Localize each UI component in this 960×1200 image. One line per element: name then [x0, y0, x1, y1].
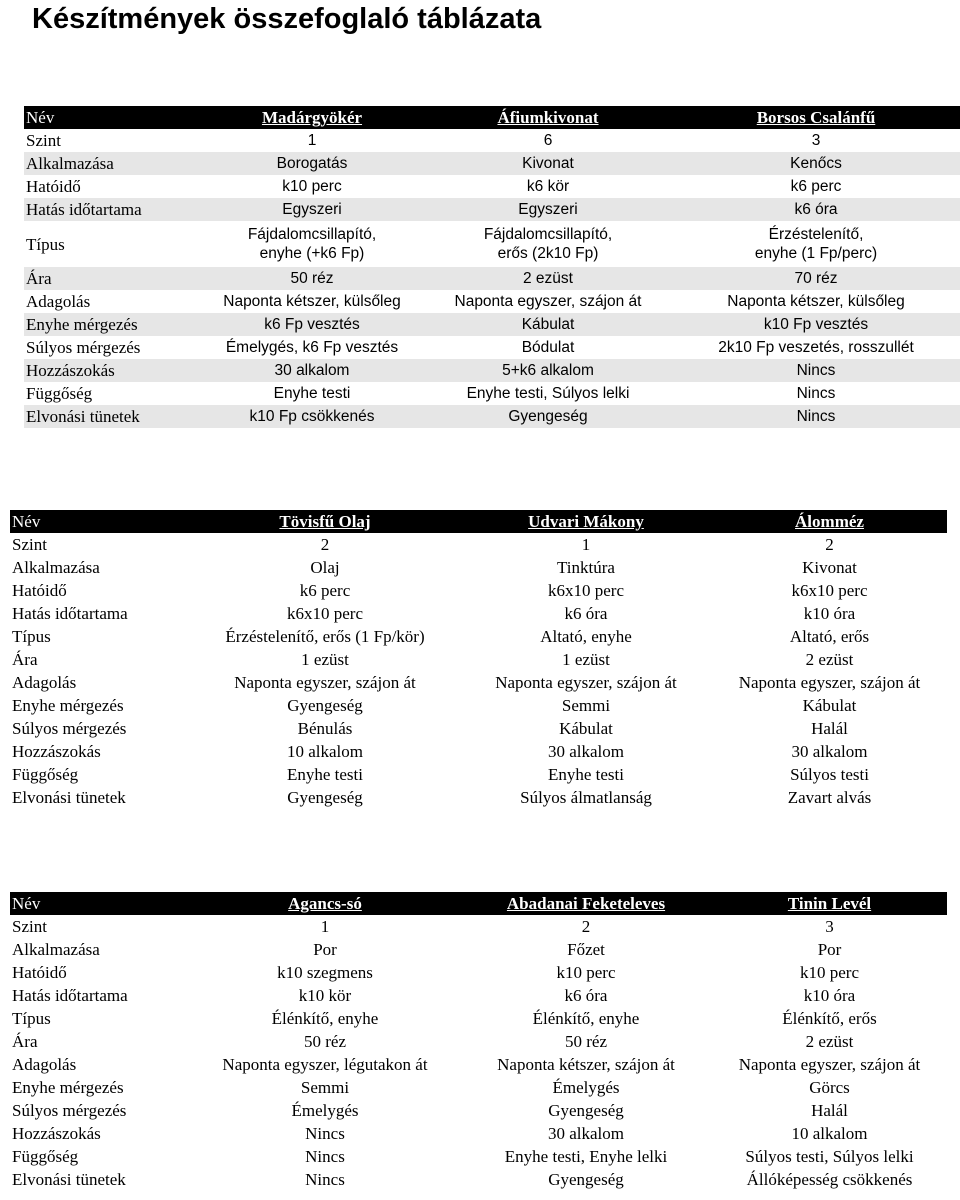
table-row	[24, 359, 960, 382]
cell-line: Fájdalomcsillapító,	[483, 226, 613, 243]
row-label: Hatóidő	[26, 177, 81, 196]
preparation-name: Tövisfű Olaj	[190, 510, 460, 533]
table-row	[24, 129, 960, 152]
table-cell: Naponta kétszer, külsőleg	[223, 293, 401, 310]
table-row	[10, 763, 947, 786]
table-cell: Tinktúra	[557, 558, 615, 577]
table-cell: 1	[581, 535, 591, 554]
table-cell: Por	[313, 940, 337, 959]
table-cell: Állóképesség csökkenés	[746, 1170, 913, 1189]
row-label: Enyhe mérgezés	[12, 696, 124, 715]
row-label: Enyhe mérgezés	[12, 1078, 124, 1097]
table-cell: Enyhe testi, Enyhe lelki	[504, 1147, 668, 1166]
table-cell: Altató, erős	[789, 627, 870, 646]
table-cell: 30 alkalom	[791, 742, 868, 761]
summary-table-2	[10, 510, 947, 809]
preparation-name: Madárgyökér	[194, 106, 430, 129]
table-cell: k10 Fp csökkenés	[194, 405, 430, 428]
table-cell: Enyhe testi	[286, 765, 363, 784]
table-row	[24, 382, 960, 405]
table-cell: Nincs	[666, 405, 960, 428]
table-cell: 10 alkalom	[791, 1124, 868, 1143]
row-label: Hozzászokás	[12, 1124, 101, 1143]
table-cell: 2 ezüst	[805, 1032, 854, 1051]
table-cell: Enyhe testi, Súlyos lelki	[466, 385, 630, 402]
table-cell: Súlyos testi, Súlyos lelki	[745, 1147, 914, 1166]
row-label: Hatóidő	[12, 963, 67, 982]
row-label: Függőség	[12, 765, 79, 784]
table-cell: Kábulat	[559, 719, 613, 738]
table-cell: Borogatás	[194, 152, 430, 175]
table-row	[10, 671, 947, 694]
table-cell: k6x10 perc	[286, 604, 363, 623]
cell-line: Érzéstelenítő,	[768, 226, 864, 243]
table-row	[10, 1053, 947, 1076]
row-label: Hatás időtartama	[12, 604, 128, 623]
row-label: Elvonási tünetek	[12, 1170, 126, 1189]
table-cell: Naponta egyszer, szájon át	[454, 293, 642, 310]
row-label: Enyhe mérgezés	[24, 313, 194, 336]
table-row	[24, 336, 960, 359]
table-cell: 5+k6 alkalom	[430, 359, 666, 382]
table-cell: 50 réz	[564, 1032, 607, 1051]
table-cell: Semmi	[300, 1078, 350, 1097]
page-title: Készítmények összefoglaló táblázata	[32, 3, 542, 35]
row-label: Szint	[26, 131, 61, 150]
table-cell: Naponta egyszer, szájon át	[738, 1055, 921, 1074]
table-cell: 1	[320, 917, 330, 936]
row-label: Adagolás	[12, 673, 77, 692]
table-cell: k6 óra	[666, 198, 960, 221]
table-row	[24, 267, 960, 290]
preparation-name: Tinin Levél	[712, 892, 947, 915]
table-cell: k10 Fp vesztés	[666, 313, 960, 336]
row-label: Név	[24, 106, 194, 129]
table-row	[10, 984, 947, 1007]
table-row	[10, 1122, 947, 1145]
row-label: Ára	[24, 267, 194, 290]
table-cell: k10 óra	[803, 986, 856, 1005]
table-cell: Élénkítő, enyhe	[532, 1009, 640, 1028]
row-label: Típus	[12, 1009, 51, 1028]
row-label: Ára	[12, 650, 38, 669]
table-row	[24, 290, 960, 313]
table-cell: k6 perc	[299, 581, 351, 600]
row-label: Típus	[12, 627, 51, 646]
table-cell: Naponta egyszer, szájon át	[234, 673, 416, 692]
table-row	[10, 533, 947, 556]
table-row	[10, 602, 947, 625]
table-row	[10, 740, 947, 763]
table-cell: Görcs	[809, 1078, 850, 1097]
row-label: Elvonási tünetek	[12, 788, 126, 807]
table-cell: Élénkítő, enyhe	[271, 1009, 379, 1028]
table-cell: Naponta egyszer, szájon át	[495, 673, 677, 692]
table-cell: Súlyos álmatlanság	[520, 788, 652, 807]
table-cell: 50 réz	[194, 267, 430, 290]
table-row	[24, 313, 960, 336]
cell-line: erős (2k10 Fp)	[497, 245, 599, 262]
row-label: Alkalmazása	[12, 558, 100, 577]
table-cell: k10 óra	[803, 604, 856, 623]
table-cell: Bódulat	[521, 339, 575, 356]
table-cell	[430, 221, 666, 267]
table-cell: 2	[825, 535, 834, 554]
table-row	[10, 1168, 947, 1191]
table-header-row	[10, 510, 947, 533]
table-row	[24, 221, 960, 267]
table-cell: Nincs	[305, 1170, 345, 1189]
cell-line: Fájdalomcsillapító,	[247, 226, 377, 243]
table-cell	[666, 221, 960, 267]
table-cell: Kenőcs	[666, 152, 960, 175]
row-label: Súlyos mérgezés	[12, 719, 127, 738]
row-label: Alkalmazása	[12, 940, 100, 959]
table-cell: k6 óra	[564, 986, 608, 1005]
table-cell: Altató, enyhe	[540, 627, 632, 646]
table-cell: Nincs	[796, 385, 836, 402]
table-cell: k6x10 perc	[547, 581, 624, 600]
table-cell: Émelygés	[291, 1101, 359, 1120]
table-cell: Bénulás	[297, 719, 353, 738]
table-cell: Olaj	[310, 558, 340, 577]
row-label: Súlyos mérgezés	[26, 338, 141, 357]
table-cell: k6 perc	[790, 178, 842, 195]
cell-line: enyhe (+k6 Fp)	[259, 245, 365, 262]
row-label: Név	[10, 892, 190, 915]
row-label: Hatás időtartama	[12, 986, 128, 1005]
table-cell: Nincs	[305, 1124, 345, 1143]
table-cell: Por	[817, 940, 842, 959]
table-cell: 30 alkalom	[194, 359, 430, 382]
table-cell: Gyengeség	[287, 696, 363, 715]
table-cell: 2 ezüst	[430, 267, 666, 290]
summary-table-3	[10, 892, 947, 1191]
table-cell: 6	[543, 132, 553, 149]
table-cell: 30 alkalom	[547, 742, 624, 761]
row-label: Szint	[12, 535, 47, 554]
table-cell: k6 Fp vesztés	[194, 313, 430, 336]
table-header-row	[10, 892, 947, 915]
row-label: Hatás időtartama	[24, 198, 194, 221]
table-cell: Gyengeség	[548, 1170, 624, 1189]
row-label: Hozzászokás	[24, 359, 194, 382]
preparation-name: Borsos Csalánfű	[666, 106, 960, 129]
table-row	[10, 1145, 947, 1168]
table-cell: 2 ezüst	[805, 650, 854, 669]
table-cell: Kivonat	[802, 558, 857, 577]
preparation-name: Agancs-só	[190, 892, 460, 915]
table-row	[10, 786, 947, 809]
table-cell: 2	[320, 535, 330, 554]
row-label: Alkalmazása	[24, 152, 194, 175]
preparation-name: Álomméz	[712, 510, 947, 533]
table-row	[10, 694, 947, 717]
row-label: Függőség	[26, 384, 93, 403]
table-row	[10, 1099, 947, 1122]
table-cell: Zavart alvás	[787, 788, 872, 807]
table-cell: Nincs	[305, 1147, 345, 1166]
table-cell: k10 perc	[556, 963, 616, 982]
table-cell: Semmi	[561, 696, 611, 715]
table-cell	[194, 221, 430, 267]
table-cell: Halál	[811, 1101, 848, 1120]
cell-line: enyhe (1 Fp/perc)	[754, 245, 878, 262]
table-row	[10, 625, 947, 648]
table-cell: Naponta egyszer, szájon át	[738, 673, 921, 692]
table-cell: Enyhe testi	[547, 765, 624, 784]
row-label: Hozzászokás	[12, 742, 101, 761]
row-label: Típus	[26, 234, 65, 254]
preparation-name: Abadanai Feketeleves	[460, 892, 712, 915]
table-cell: k10 perc	[799, 963, 859, 982]
row-label: Függőség	[12, 1147, 79, 1166]
table-row	[10, 1076, 947, 1099]
table-cell: 3	[825, 917, 834, 936]
table-cell: Gyengeség	[287, 788, 363, 807]
table-row	[10, 648, 947, 671]
table-row	[10, 1007, 947, 1030]
table-cell: k10 perc	[282, 178, 342, 195]
preparation-name: Áfiumkivonat	[430, 106, 666, 129]
table-cell: Érzéstelenítő, erős (1 Fp/kör)	[225, 627, 425, 646]
table-cell: Kábulat	[430, 313, 666, 336]
table-cell: k6 óra	[564, 604, 608, 623]
table-row	[24, 175, 960, 198]
table-row	[24, 198, 960, 221]
table-row	[10, 556, 947, 579]
table-cell: Főzet	[567, 940, 605, 959]
table-cell: Naponta kétszer, külsőleg	[727, 293, 905, 310]
table-cell: Enyhe testi	[273, 385, 351, 402]
table-cell: Egyszeri	[194, 198, 430, 221]
table-cell: 3	[811, 132, 821, 149]
table-header-row	[24, 106, 960, 129]
table-row	[24, 405, 960, 428]
table-cell: 10 alkalom	[286, 742, 363, 761]
table-cell: Kivonat	[430, 152, 666, 175]
table-row	[10, 938, 947, 961]
row-label: Név	[10, 510, 190, 533]
summary-table-1	[24, 106, 960, 428]
table-cell: Gyengeség	[548, 1101, 624, 1120]
table-cell: Kábulat	[802, 696, 857, 715]
table-cell: Egyszeri	[430, 198, 666, 221]
table-cell: Naponta egyszer, légutakon át	[222, 1055, 428, 1074]
table-cell: k10 kör	[298, 986, 352, 1005]
table-row	[10, 915, 947, 938]
table-row	[10, 579, 947, 602]
table-cell: Nincs	[666, 359, 960, 382]
table-cell: 30 alkalom	[547, 1124, 624, 1143]
table-cell: 2	[581, 917, 591, 936]
table-cell: Élénkítő, erős	[782, 1009, 877, 1028]
table-cell: k6x10 perc	[791, 581, 868, 600]
table-row	[24, 152, 960, 175]
preparation-name: Udvari Mákony	[460, 510, 712, 533]
table-cell: 2k10 Fp veszetés, rosszullét	[718, 339, 914, 356]
table-cell: k10 szegmens	[277, 963, 373, 982]
table-cell: 1	[307, 132, 317, 149]
table-row	[10, 717, 947, 740]
row-label: Súlyos mérgezés	[12, 1101, 127, 1120]
row-label: Hatóidő	[12, 581, 67, 600]
table-cell: 1 ezüst	[301, 650, 349, 669]
table-row	[10, 1030, 947, 1053]
table-cell: Gyengeség	[430, 405, 666, 428]
table-cell: k6 kör	[526, 178, 570, 195]
table-cell: Émelygés	[552, 1078, 620, 1097]
table-cell: Émelygés, k6 Fp vesztés	[225, 339, 399, 356]
table-cell: Halál	[811, 719, 848, 738]
row-label: Adagolás	[26, 292, 91, 311]
table-cell: Súlyos testi	[790, 765, 869, 784]
row-label: Elvonási tünetek	[24, 405, 194, 428]
row-label: Adagolás	[12, 1055, 77, 1074]
row-label: Ára	[12, 1032, 38, 1051]
table-cell: Naponta kétszer, szájon át	[497, 1055, 675, 1074]
table-cell: 1 ezüst	[562, 650, 610, 669]
table-row	[10, 961, 947, 984]
table-cell: 50 réz	[303, 1032, 346, 1051]
row-label: Szint	[12, 917, 47, 936]
table-cell: 70 réz	[666, 267, 960, 290]
